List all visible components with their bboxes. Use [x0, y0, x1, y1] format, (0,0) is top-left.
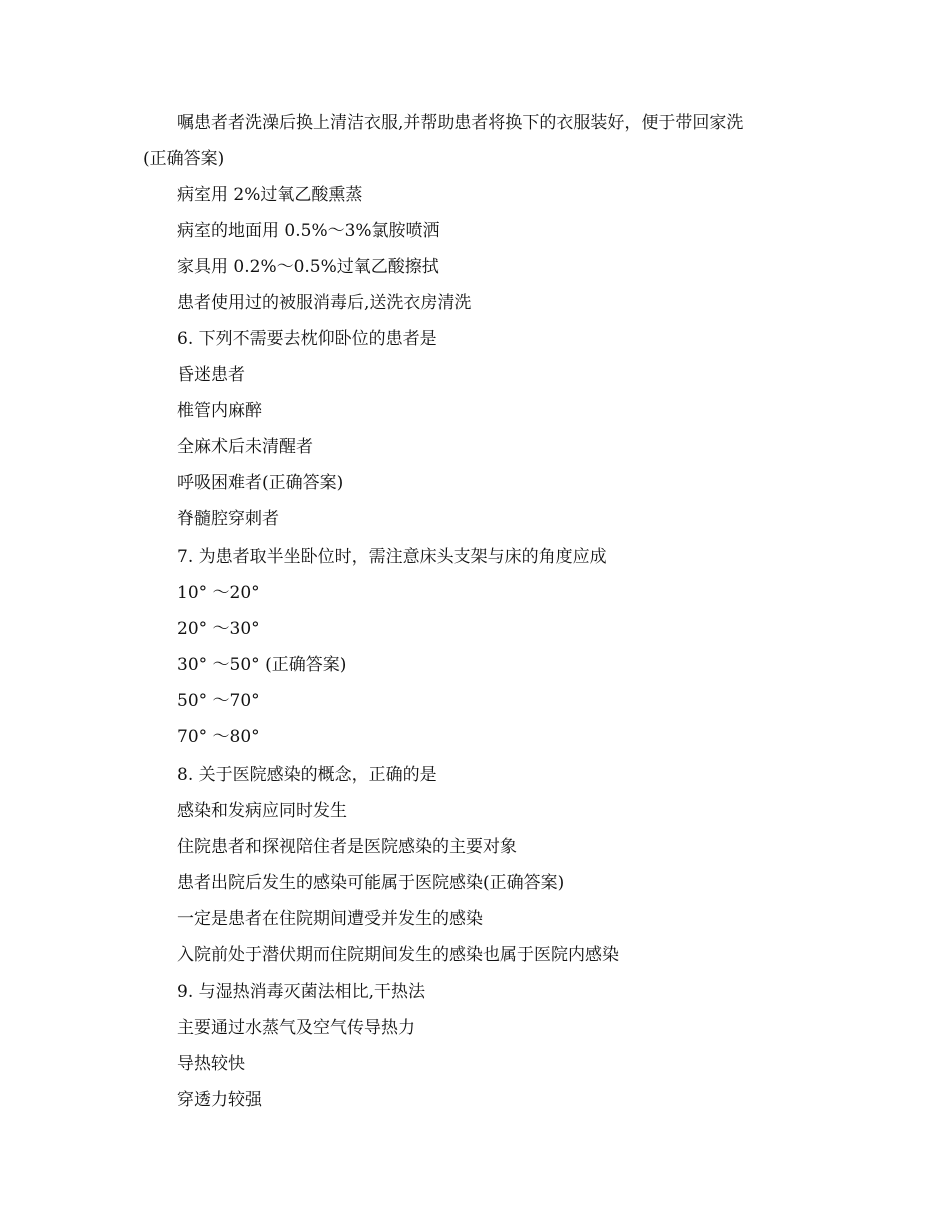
- text-line: 病室用 2%过氧乙酸熏蒸: [177, 185, 363, 205]
- text-line: 患者使用过的被服消毒后,送洗衣房清洗: [177, 293, 472, 313]
- text-line: (正确答案): [143, 149, 225, 169]
- text-line: 嘱患者者洗澡后换上清洁衣服,并帮助患者将换下的衣服装好，便于带回家洗: [177, 113, 744, 133]
- option-line: 住院患者和探视陪住者是医院感染的主要对象: [177, 837, 517, 857]
- option-line: 70° ～80°: [177, 727, 260, 747]
- option-line: 导热较快: [177, 1054, 245, 1074]
- question-7: 7. 为患者取半坐卧位时，需注意床头支架与床的角度应成: [177, 547, 607, 567]
- option-line: 一定是患者在住院期间遭受并发生的感染: [177, 909, 483, 929]
- option-line: 呼吸困难者(正确答案): [177, 473, 344, 493]
- text-line: 家具用 0.2%～0.5%过氧乙酸擦拭: [177, 257, 439, 277]
- option-line: 10° ～20°: [177, 583, 260, 603]
- question-9: 9. 与湿热消毒灭菌法相比,干热法: [177, 982, 426, 1002]
- option-line: 20° ～30°: [177, 619, 260, 639]
- option-line: 感染和发病应同时发生: [177, 801, 347, 821]
- option-line: 穿透力较强: [177, 1090, 262, 1110]
- option-line: 入院前处于潜伏期而住院期间发生的感染也属于医院内感染: [177, 945, 619, 965]
- question-8: 8. 关于医院感染的概念，正确的是: [177, 765, 437, 785]
- option-line: 50° ～70°: [177, 691, 260, 711]
- option-line: 患者出院后发生的感染可能属于医院感染(正确答案): [177, 873, 565, 893]
- question-6: 6. 下列不需要去枕仰卧位的患者是: [177, 329, 437, 349]
- text-line: 病室的地面用 0.5%～3%氯胺喷洒: [177, 221, 440, 241]
- option-line: 全麻术后未清醒者: [177, 437, 313, 457]
- option-line: 30° ～50° (正确答案): [177, 655, 347, 675]
- option-line: 主要通过水蒸气及空气传导热力: [177, 1018, 415, 1038]
- option-line: 脊髓腔穿刺者: [177, 509, 279, 529]
- option-line: 昏迷患者: [177, 365, 245, 385]
- option-line: 椎管内麻醉: [177, 401, 262, 421]
